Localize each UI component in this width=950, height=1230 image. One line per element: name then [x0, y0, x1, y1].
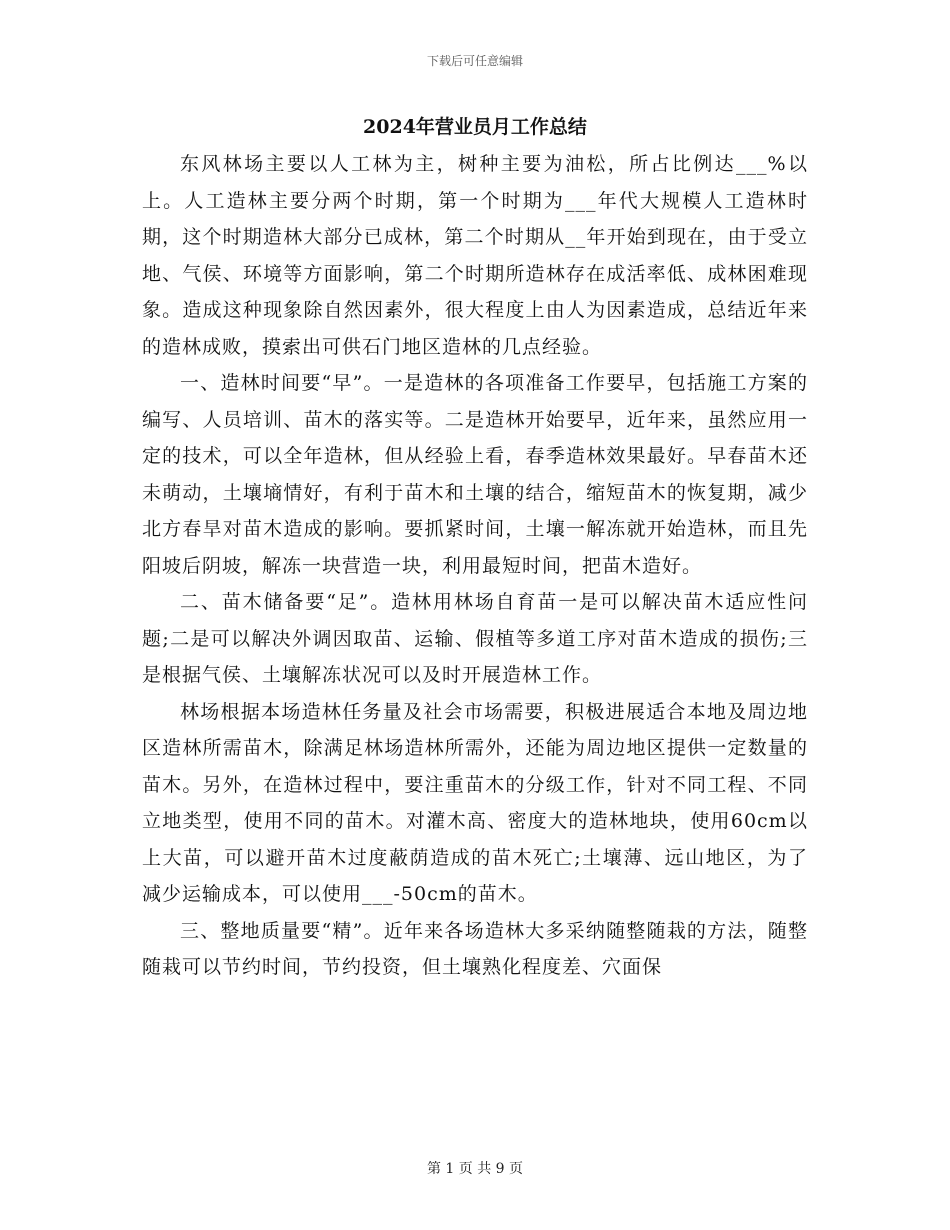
document-title: 2024年营业员月工作总结 [363, 116, 587, 138]
paragraph-section-3: 三、整地质量要“精”。近年来各场造林大多采纳随整随栽的方法，随整随栽可以节约时间，节约投资，但土壤熟化程度差、穴面保 [142, 919, 808, 978]
paragraph-section-2: 二、苗木储备要“足”。造林用林场自育苗一是可以解决苗木适应性问题;二是可以解决外调因取苗、运输、假植等多道工序对苗木造成的损伤;三是根据气侯、土壤解冻状况可以及时开展造林工作。 [142, 591, 808, 686]
document-body [142, 146, 808, 986]
page-header-note: 下载后可任意编辑 [426, 54, 523, 68]
paragraph-section-1: 一、造林时间要“早”。一是造林的各项准备工作要早，包括施工方案的编写、人员培训、苗木的落实等。二是造林开始要早，近年来，虽然应用一定的技术，可以全年造林，但从经验上看，春季造林效果最好。早春苗木还未萌动，土壤墒情好，有利于苗木和土壤的结合，缩短苗木的恢复期，减少北方春旱对苗木造成的影响。要抓紧时间，土壤一解冻就开始造林，而且先阳坡后阴坡，解冻一块营造一块，利用最短时间，把苗木造好。 [142, 372, 808, 577]
paragraph-section-2-detail: 林场根据本场造林任务量及社会市场需要，积极进展适合本地及周边地区造林所需苗木，除满足林场造林所需外，还能为周边地区提供一定数量的苗木。另外，在造林过程中，要注重苗木的分级工作，针对不同工程、不同立地类型，使用不同的苗木。对灌木高、密度大的造林地块，使用60cm以上大苗，可以避开苗木过度蔽荫造成的苗木死亡;土壤薄、远山地区，为了减少运输成本，可以使用___-50cm的苗木。 [142, 700, 808, 905]
paragraph-intro: 东风林场主要以人工林为主，树种主要为油松，所占比例达___%以上。人工造林主要分两个时期，第一个时期为___年代大规模人工造林时期，这个时期造林大部分已成林，第二个时期从__年开始到现在，由于受立地、气侯、环境等方面影响，第二个时期所造林存在成活率低、成林困难现象。造成这种现象除自然因素外，很大程度上由人为因素造成，总结近年来的造林成败，摸索出可供石门地区造林的几点经验。 [142, 153, 808, 358]
page-number-footer: 第 1 页 共 9 页 [426, 1161, 524, 1177]
